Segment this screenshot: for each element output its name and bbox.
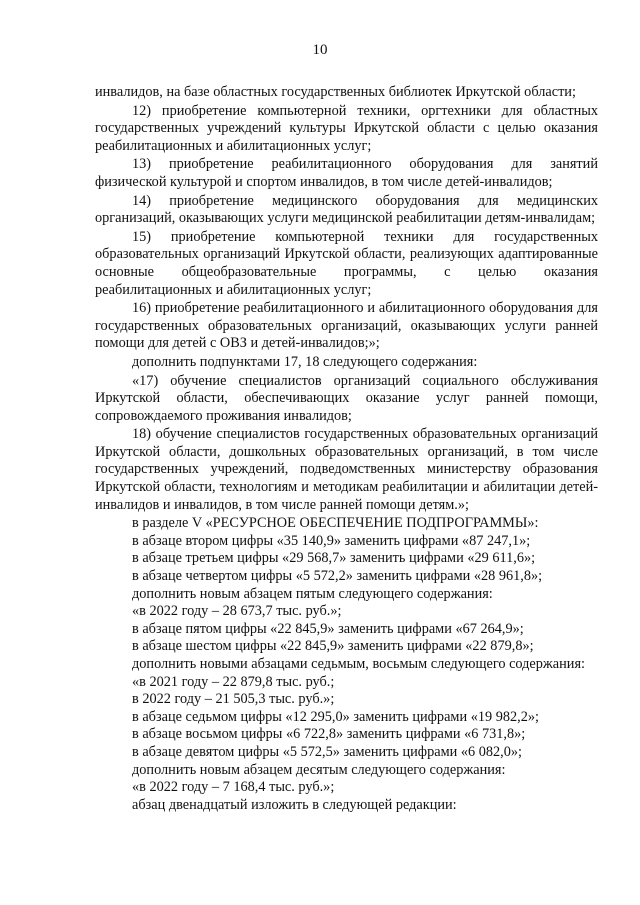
paragraph-item-18: 18) обучение специалистов государственных образовательных организаций Иркутской области, дошкольных образовательных организаций, в том числе государственных учреждений, подведомственных министерству образования Иркутской области, технологиям и методикам реабилитации и абилитации детей-инвалидов и инвалидов, в том числе ранней помощи детям.»;	[95, 426, 598, 513]
paragraph-amendment: «в 2021 году – 22 879,8 тыс. руб.;	[132, 673, 335, 690]
document-body	[95, 84, 598, 814]
paragraph-amendment: дополнить новым абзацем десятым следующего содержания:	[132, 761, 506, 778]
paragraph-amendment: дополнить новым абзацем пятым следующего содержания:	[132, 585, 493, 602]
paragraph-amendment: в абзаце втором цифры «35 140,9» заменить цифрами «87 247,1»;	[132, 532, 531, 549]
paragraph-amendment: в абзаце четвертом цифры «5 572,2» заменить цифрами «28 961,8»;	[132, 568, 543, 585]
paragraph-amendment: в 2022 году – 21 505,3 тыс. руб.»;	[132, 691, 335, 708]
page-number: 10	[312, 42, 328, 58]
paragraph-add-subitems: дополнить подпунктами 17, 18 следующего содержания:	[132, 353, 478, 370]
paragraph-item-17: «17) обучение специалистов организаций социального обслуживания Иркутской области, обеспечивающих оказание услуг ранней помощи, сопровождаемого проживания инвалидов;	[95, 372, 598, 424]
paragraph-section-v: в разделе V «РЕСУРСНОЕ ОБЕСПЕЧЕНИЕ ПОДПРОГРАММЫ»:	[132, 515, 539, 532]
paragraph-amendment: в абзаце восьмом цифры «6 722,8» заменить цифрами «6 731,8»;	[132, 726, 526, 743]
paragraph-item-15: 15) приобретение компьютерной техники для государственных образовательных организаций Иркутской области, реализующих адаптированные основные общеобразовательные программы, с целью оказания реабилитационных и абилитационных услуг;	[95, 228, 598, 298]
paragraph-amendment: в абзаце седьмом цифры «12 295,0» заменить цифрами «19 982,2»;	[132, 708, 540, 725]
paragraph-item-13: 13) приобретение реабилитационного оборудования для занятий физической культурой и спортом инвалидов, в том числе детей-инвалидов;	[95, 156, 598, 190]
paragraph-amendment: в абзаце пятом цифры «22 845,9» заменить цифрами «67 264,9»;	[132, 620, 524, 637]
paragraph-amendment: дополнить новыми абзацами седьмым, восьмым следующего содержания:	[132, 656, 585, 672]
paragraph-amendment: «в 2022 году – 28 673,7 тыс. руб.»;	[132, 603, 342, 620]
paragraph-amendment: «в 2022 году – 7 168,4 тыс. руб.»;	[132, 779, 335, 796]
paragraph-amendment: в абзаце третьем цифры «29 568,7» заменить цифрами «29 611,6»;	[132, 550, 536, 567]
paragraph-amendment: в абзаце девятом цифры «5 572,5» заменить цифрами «6 082,0»;	[132, 743, 523, 760]
paragraph-item-16: 16) приобретение реабилитационного и абилитационного оборудования для государственных образовательных организаций, оказывающих услуги ранней помощи для детей с ОВЗ и детей-инвалидов;»;	[95, 300, 598, 352]
paragraph-amendment: абзац двенадцатый изложить в следующей редакции:	[132, 796, 457, 813]
paragraph-item-12: 12) приобретение компьютерной техники, оргтехники для областных государственных учреждений культуры Иркутской области с целью оказания реабилитационных и абилитационных услуг;	[95, 102, 598, 154]
paragraph-continuation: инвалидов, на базе областных государственных библиотек Иркутской области;	[95, 84, 576, 100]
paragraph-amendment: в абзаце шестом цифры «22 845,9» заменить цифрами «22 879,8»;	[132, 638, 534, 655]
paragraph-item-14: 14) приобретение медицинского оборудования для медицинских организаций, оказывающих услуги медицинской реабилитации детям-инвалидам;	[95, 192, 598, 227]
